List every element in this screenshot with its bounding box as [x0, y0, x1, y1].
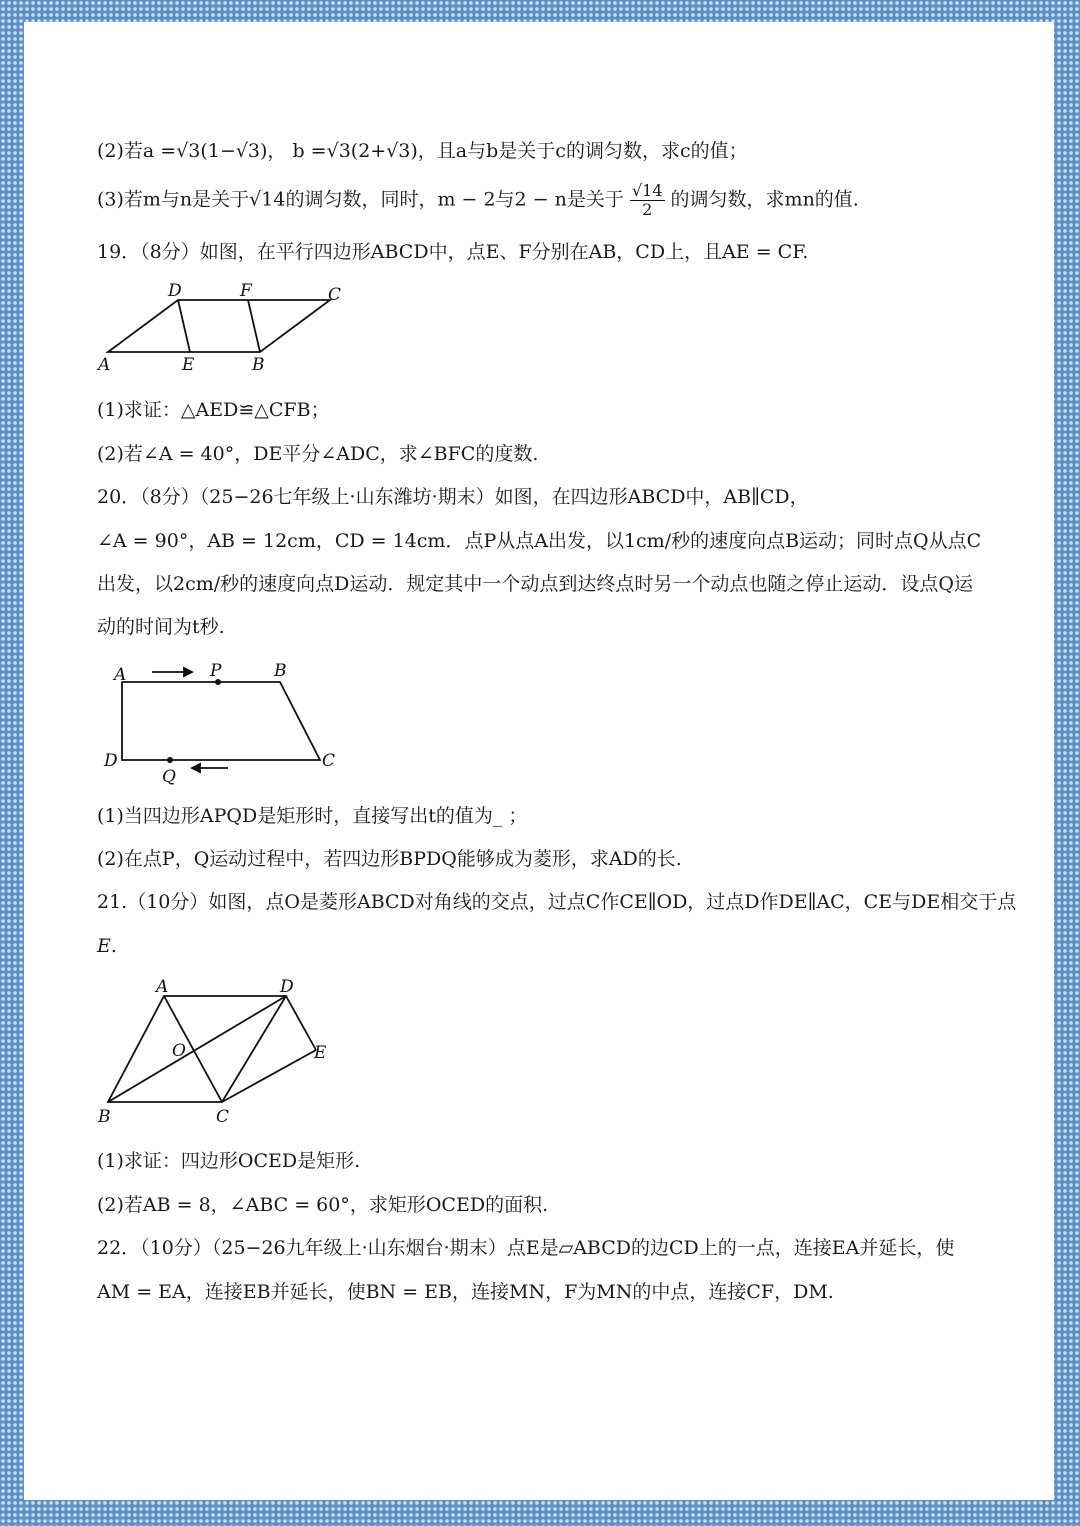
label-b: B	[274, 661, 287, 681]
fraction-denominator: 2	[642, 200, 653, 219]
label-c: C	[216, 1107, 230, 1126]
label-d: D	[280, 977, 294, 997]
q20-trapezoid-figure	[100, 658, 350, 786]
q21-part1: (1)求证：四边形OCED是矩形.	[97, 1150, 361, 1172]
fraction-sqrt14-over-2	[630, 182, 665, 219]
label-q: Q	[162, 767, 176, 786]
q19-stem: 19．（8分）如图，在平行四边形ABCD中，点E、F分别在AB，CD上，且AE = CF.	[97, 241, 809, 263]
label-e: E	[182, 355, 195, 372]
q19-part1: (1)求证：△AED≌△CFB；	[97, 399, 330, 421]
label-c: C	[322, 751, 336, 771]
q18-part3-tail: 的调匀数，求mn的值.	[670, 188, 859, 211]
q18-part2: (2)若a =√3(1−√3)， b =√3(2+√3)，且a与b是关于c的调匀数，求c的值；	[97, 140, 748, 162]
segment-ce	[222, 1050, 316, 1102]
segment-fb	[248, 300, 260, 352]
q22-stem-line2: AM = EA，连接EB并延长，使BN = EB，连接MN，F为MN的中点，连接CF，DM.	[97, 1281, 834, 1303]
q20-stem-line3: 出发，以2cm/秒的速度向点D运动．规定其中一个动点到达终点时另一个动点也随之停止运动．设点Q运	[97, 573, 973, 595]
q21-rhombus-figure	[96, 974, 366, 1126]
label-o: O	[172, 1041, 186, 1061]
q21-stem-line1: 21.（10分）如图，点O是菱形ABCD对角线的交点，过点C作CE∥OD，过点D作DE∥AC，CE与DE相交于点	[97, 891, 1017, 913]
q22-stem-line1: 22．（10分）（25−26九年级上·山东烟台·期末）点E是▱ABCD的边CD上的一点，连接EA并延长，使	[97, 1237, 955, 1259]
q19-part2: (2)若∠A = 40°，DE平分∠ADC，求∠BFC的度数.	[97, 443, 539, 465]
worksheet-page	[24, 22, 1054, 1500]
arrow-head-right-icon	[184, 668, 192, 676]
parallelogram-abcd	[108, 300, 330, 352]
q18-part3	[97, 182, 859, 219]
label-b: B	[252, 355, 265, 372]
segment-de	[286, 996, 316, 1050]
label-d: D	[168, 281, 182, 301]
label-c: C	[328, 285, 342, 305]
label-a: A	[156, 977, 169, 997]
q20-stem-line2: ∠A = 90°，AB = 12cm，CD = 14cm．点P从点A出发，以1cm/秒的速度向点B运动；同时点Q从点C	[97, 530, 982, 552]
q20-part2: (2)在点P，Q运动过程中，若四边形BPDQ能够成为菱形，求AD的长.	[97, 848, 682, 870]
label-p: P	[210, 661, 222, 681]
q19-parallelogram-figure	[94, 280, 354, 372]
q21-stem-line2: E.	[97, 935, 117, 957]
fraction-numerator: √14	[631, 181, 663, 200]
label-a: A	[114, 665, 127, 685]
arrow-head-left-icon	[192, 764, 200, 772]
q18-part3-lead: (3)若m与n是关于√14的调匀数，同时，m − 2与2 − n是关于	[97, 188, 624, 211]
q21-part2: (2)若AB = 8，∠ABC = 60°，求矩形OCED的面积.	[97, 1194, 549, 1216]
diagonal-bd	[108, 996, 286, 1102]
label-d: D	[104, 751, 118, 771]
q20-part1: (1)当四边形APQD是矩形时，直接写出t的值为_ ；	[97, 805, 528, 827]
label-f: F	[240, 281, 252, 301]
q20-stem-line1: 20．（8分）（25−26七年级上·山东潍坊·期末）如图，在四边形ABCD中，AB∥CD，	[97, 486, 809, 508]
label-e: E	[314, 1043, 327, 1063]
segment-de	[178, 300, 190, 352]
label-a: A	[98, 355, 111, 372]
q20-stem-line4: 动的时间为t秒.	[97, 616, 225, 638]
trapezoid-abcd	[122, 682, 320, 760]
label-b: B	[98, 1107, 111, 1126]
point-q-dot	[167, 757, 173, 763]
